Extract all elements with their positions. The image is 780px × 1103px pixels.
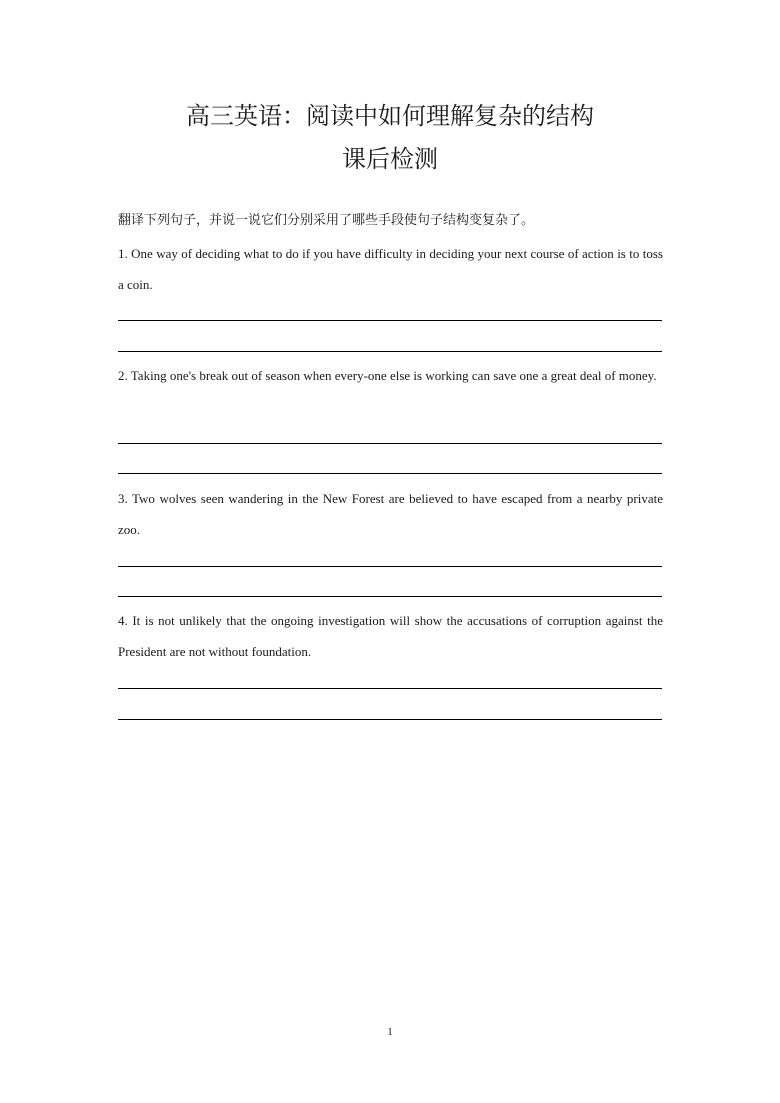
- page-title: 高三英语：阅读中如何理解复杂的结构: [186, 102, 594, 130]
- page-subtitle: 课后检测: [342, 145, 438, 173]
- question-2: 2. Taking one's break out of season when every-one else is working can save one a great deal of money.: [118, 368, 657, 383]
- answer-line: [118, 473, 662, 474]
- answer-line: [118, 596, 662, 597]
- answer-line: [118, 351, 662, 352]
- answer-line: [118, 443, 662, 444]
- question-1: 1. One way of deciding what to do if you have difficulty in deciding your next course of action is to toss a coin.: [118, 246, 663, 292]
- question-4: 4. It is not unlikely that the ongoing investigation will show the accusations of corruption against the President are not without foundation.: [118, 613, 663, 659]
- answer-line: [118, 566, 662, 567]
- question-3: 3. Two wolves seen wandering in the New Forest are believed to have escaped from a nearby private zoo.: [118, 491, 663, 537]
- answer-line: [118, 320, 662, 321]
- page-number: 1: [387, 1026, 393, 1038]
- answer-line: [118, 719, 662, 720]
- answer-line: [118, 688, 662, 689]
- instruction-text: 翻译下列句子，并说一说它们分别采用了哪些手段使句子结构变复杂了。: [118, 213, 535, 228]
